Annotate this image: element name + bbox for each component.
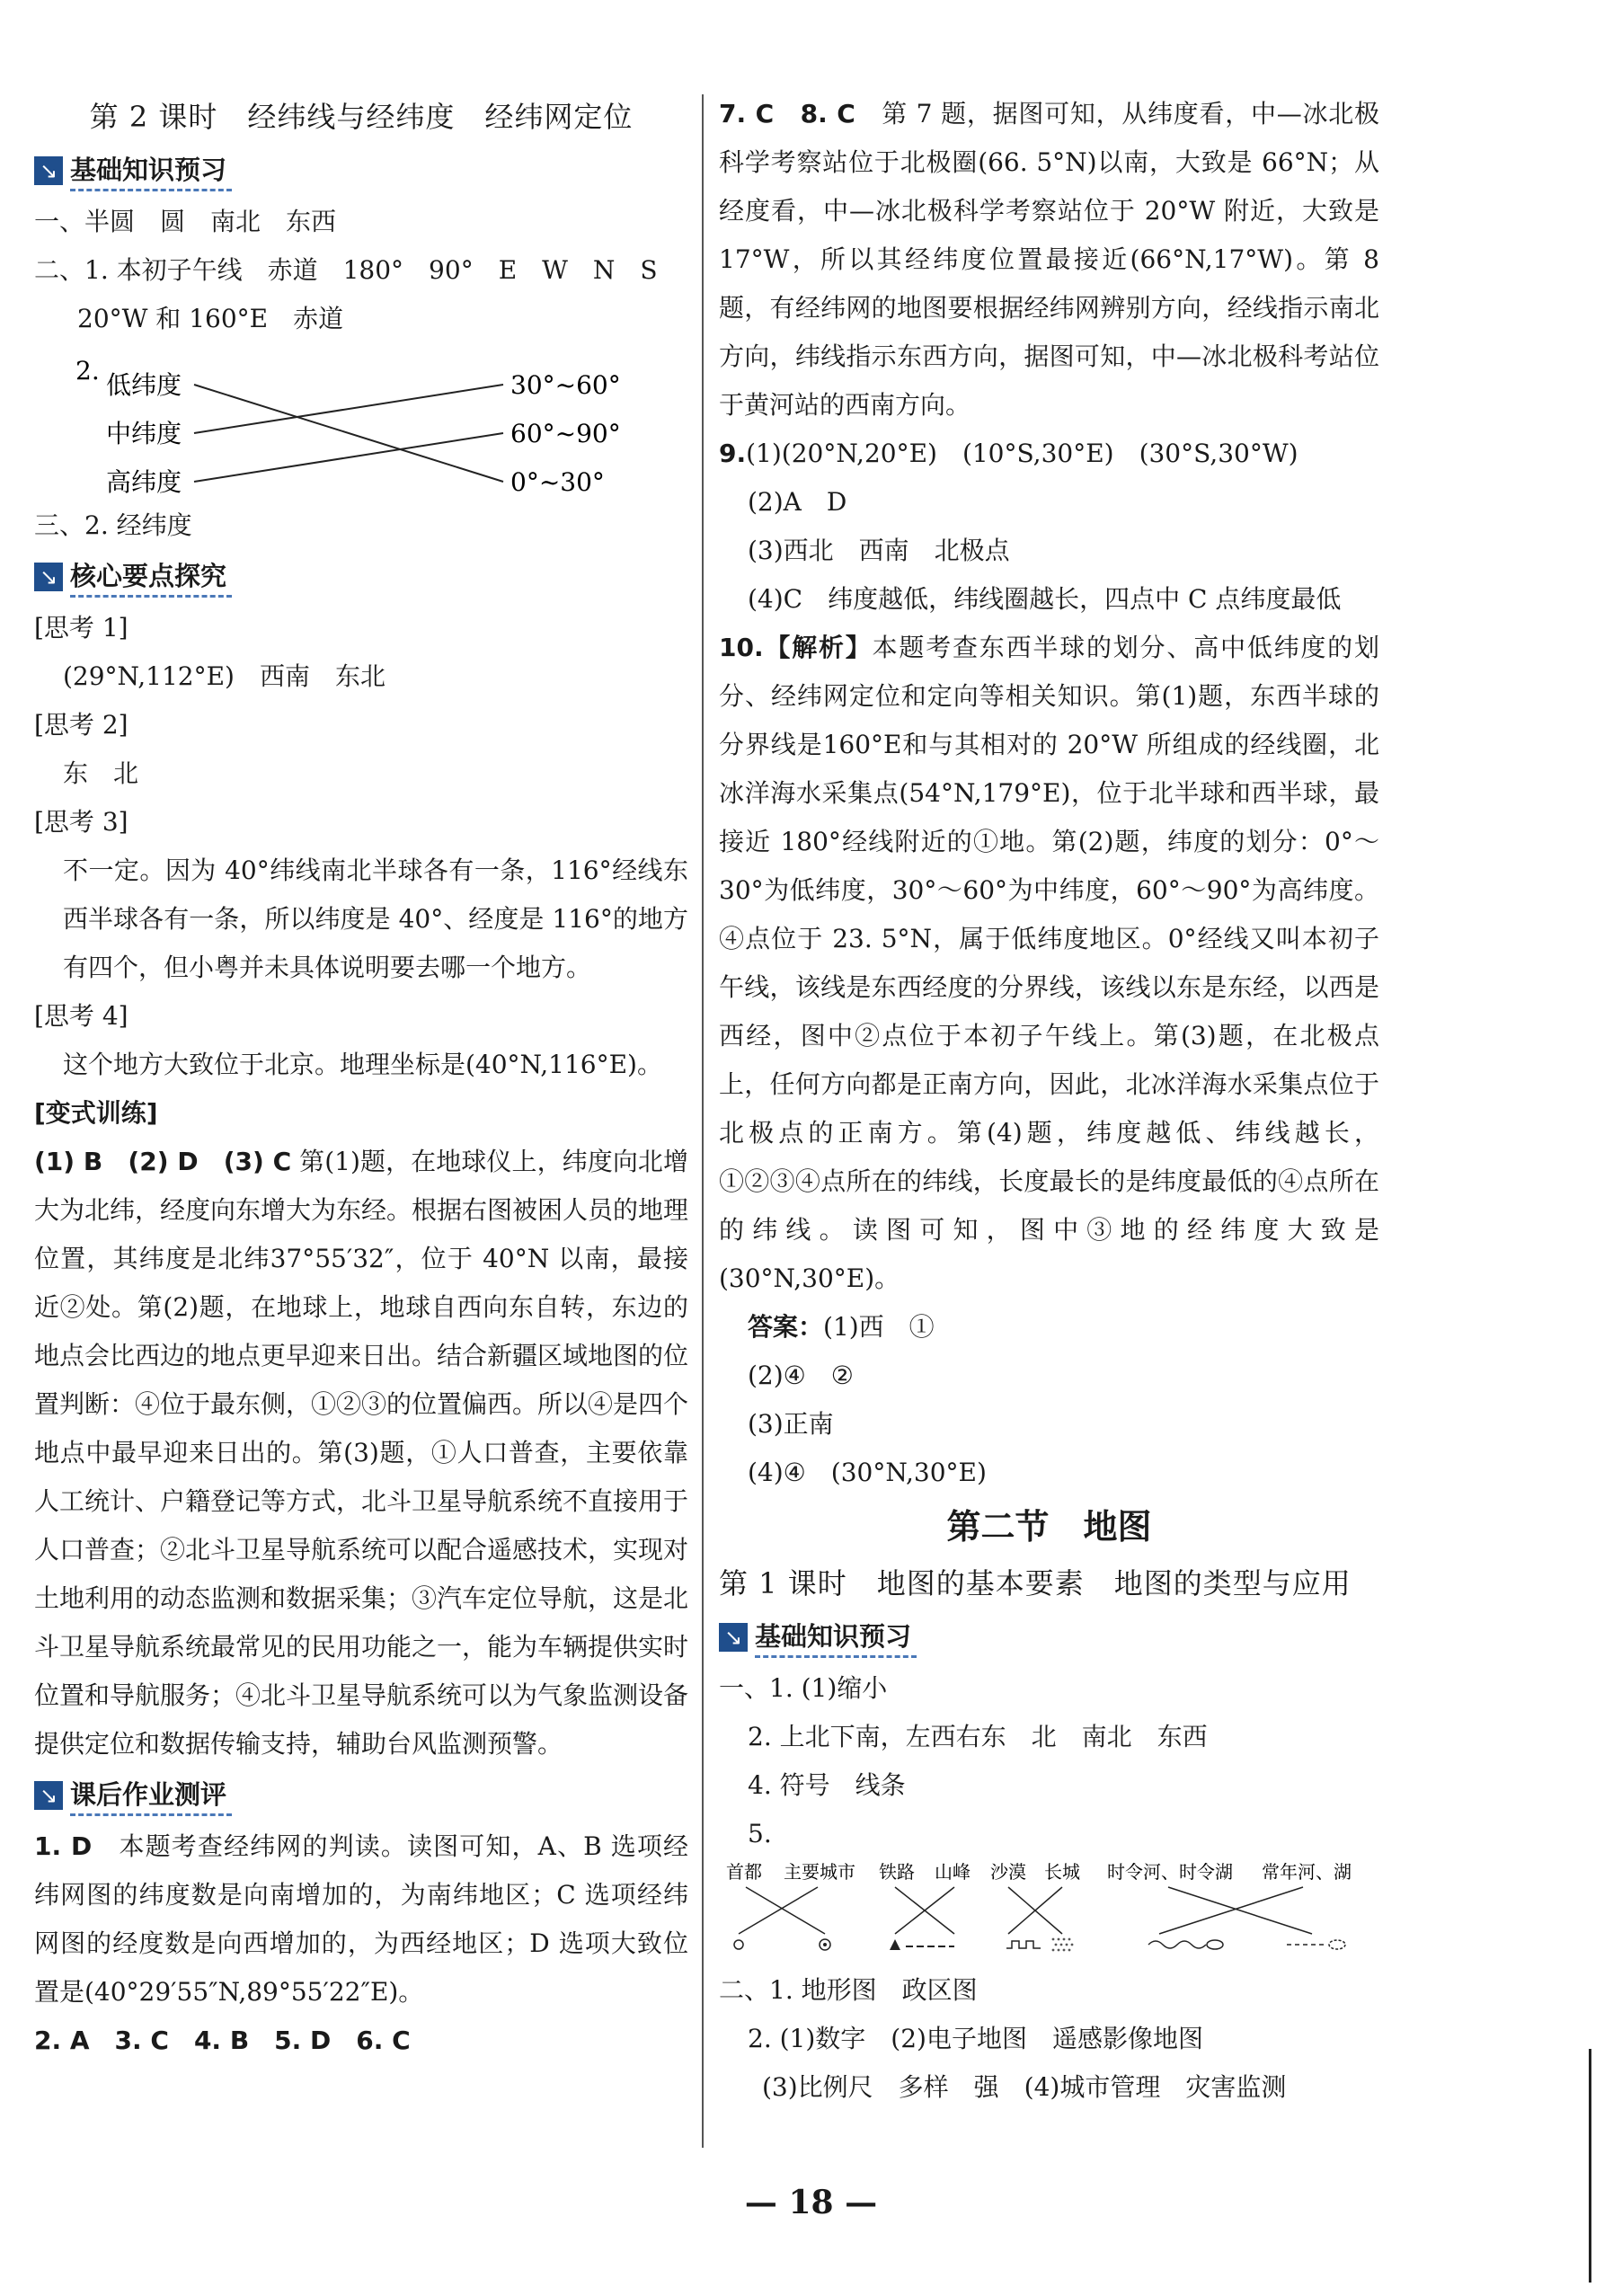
answer-line-4: (4)④ (30°N,30°E) [748, 1458, 987, 1487]
section-title: 第二节 地图 [946, 1507, 1152, 1547]
legend-link-city [739, 1887, 818, 1934]
think-3-answer: 不一定。因为 40°纬线南北半球各有一条，116°经线东西半球各有一条，所以纬度是 40°、经度是 116°的地方有四个，但小粤并未具体说明要去哪一个地方。 [63, 855, 688, 982]
basic2-line-2: 2. 上北下南，左西右东 北 南北 东西 [748, 1722, 1208, 1751]
section-heading-core [34, 554, 688, 600]
q9-number: 9. [719, 439, 747, 468]
page-edge-line [1589, 2049, 1591, 2283]
match-right-1: 60°~90° [510, 419, 621, 448]
q78-text: 第 7 题，据图可知，从纬度看，中—冰北极科学考察站位于北极圈(66. 5°N)以南，大致是 66°N；从经度看，中—冰北极科学考察站位于 20°W 附近，大致是 17°W，所以其经纬度位置最接近(66°N,17°W)。第 8 题，有经纬网的地图要根据经纬网辨别方向，经线指示南北方向，纬线指示东西方向，据图可知，中—冰北极科考站位于黄河站的西南方向。 [719, 99, 1379, 420]
arrow-down-right-icon: ↘ [34, 1781, 63, 1810]
basic-line-4: 三、2. 经纬度 [34, 510, 192, 540]
basic2-line-1: 一、1. (1)缩小 [719, 1673, 888, 1703]
legend-link-perennial [1159, 1887, 1303, 1934]
match-left-2: 高纬度 [106, 467, 182, 497]
question-9-part-2: (2)A D [748, 487, 847, 517]
match-number: 2. [75, 356, 100, 386]
right-column [719, 90, 1379, 2112]
match-left-1: 中纬度 [106, 419, 182, 448]
q10-text: 本题考查东西半球的划分、高中低纬度的划分、经纬网定位和定向等相关知识。第(1)题，东西半球的分界线是160°E和与其相对的 20°W 所组成的经线圈，北冰洋海水采集点(54°N,179°E)，位于北半球和西半球，最接近 180°经线附近的①地。第(2)题，纬度的划分：0°～30°为低纬度，30°～60°为中纬度，60°～90°为高纬度。④点位于 23. 5°N，属于低纬度地区。0°经线又叫本初子午线，该线是东西经度的分界线，该线以东是东经，以西是西经，图中②点位于本初子午线上。第(3)题，在北极点上，任何方向都是正南方向，因此，北冰洋海水采集点位于北极点的正南方。第(4)题，纬度越低、纬线越长，①②③④点所在的纬线，长度最长的是纬度最低的④点所在的纬线。读图可知，图中③地的经纬度大致是(30°N,30°E)。 [719, 633, 1379, 1293]
legend-label-capital: 首都 [726, 1861, 762, 1883]
basic2-line-3: 4. 符号 线条 [748, 1770, 906, 1800]
legend-link-capital [746, 1887, 825, 1934]
lesson-1-title: 第 1 课时 地图的基本要素 地图的类型与应用 [719, 1566, 1352, 1600]
legend-label-perennial-water: 常年河、湖 [1262, 1861, 1352, 1883]
arrow-down-right-icon: ↘ [34, 156, 63, 185]
question-9-part-3: (3)西北 西南 北极点 [748, 536, 1010, 565]
perennial-river-symbol [1148, 1941, 1206, 1948]
arrow-down-right-icon: ↘ [719, 1623, 748, 1652]
column-divider [702, 94, 704, 2148]
basic-line-3: 20°W 和 160°E 赤道 [77, 304, 344, 333]
think-1-label: [思考 1] [34, 613, 129, 643]
great-wall-symbol [1006, 1941, 1041, 1948]
peak-symbol [890, 1939, 900, 1950]
legend-label-great-wall: 长城 [1044, 1861, 1080, 1883]
variant-label: [变式训练] [34, 1098, 158, 1128]
heading-text: 核心要点探究 [70, 556, 232, 598]
legend-label-major-city: 主要城市 [784, 1861, 855, 1883]
lesson-title: 第 2 课时 经纬线与经纬度 经纬网定位 [89, 100, 634, 134]
answer-line-3: (3)正南 [748, 1409, 834, 1439]
perennial-lake-symbol [1207, 1940, 1223, 1949]
section-heading-basic [34, 147, 688, 194]
q78-answers: 7. C 8. C [719, 99, 855, 129]
answer-label: 答案： [748, 1312, 824, 1342]
question-10 [719, 624, 1379, 1303]
think-2-answer: 东 北 [63, 758, 139, 788]
questions-7-8 [719, 90, 1379, 430]
map-symbol-matching [719, 1858, 1379, 1966]
arrow-down-right-icon: ↘ [34, 563, 63, 591]
basic2-line-5: 二、1. 地形图 政区图 [719, 1975, 978, 2005]
basic2-line-7: (3)比例尺 多样 强 (4)城市管理 灾害监测 [762, 2072, 1287, 2102]
match-line-high [194, 433, 503, 482]
legend-label-peak: 山峰 [935, 1861, 971, 1883]
heading-text: 基础知识预习 [755, 1617, 917, 1658]
variant-explanation [34, 1138, 688, 1769]
basic2-line-6: 2. (1)数字 (2)电子地图 遥感影像地图 [748, 2024, 1203, 2053]
think-2-label: [思考 2] [34, 710, 129, 740]
seasonal-lake-symbol [1329, 1940, 1345, 1949]
match-right-0: 30°~60° [510, 370, 621, 400]
think-4-label: [思考 4] [34, 1001, 129, 1031]
think-3-label: [思考 3] [34, 807, 129, 837]
legend-link-seasonal [1168, 1887, 1312, 1934]
left-column [34, 90, 688, 2065]
questions-2-6: 2. A 3. C 4. B 5. D 6. C [34, 2026, 411, 2055]
section-heading-basic-2 [719, 1614, 1379, 1661]
match-right-2: 0°~30° [510, 467, 605, 497]
q1-text: 本题考查经纬网的判读。读图可知，A、B 选项经纬网图的纬度数是向南增加的，为南纬地区；C 选项经纬网图的经度数是向西增加的，为西经地区；D 选项大致位置是(40°29′55″N,89°55′22″E)。 [34, 1831, 688, 2007]
city-symbol [734, 1940, 743, 1949]
section-heading-homework [34, 1772, 688, 1819]
basic-line-2: 二、1. 本初子午线 赤道 180° 90° E W N S [34, 255, 658, 285]
legend-label-seasonal-water: 时令河、时令湖 [1107, 1861, 1233, 1883]
heading-text: 课后作业测评 [70, 1775, 232, 1816]
think-1-answer: (29°N,112°E) 西南 东北 [63, 661, 386, 691]
q10-tag: 【解析】 [763, 633, 873, 662]
basic-line-1: 一、半圆 圆 南北 东西 [34, 207, 337, 236]
latitude-matching-diagram [34, 343, 688, 501]
answer-line-1 [719, 1303, 1379, 1352]
match-line-mid [194, 385, 503, 433]
question-9-part-4: (4)C 纬度越低，纬线圈越长，四点中 C 点纬度最低 [748, 584, 1342, 614]
match-left-0: 低纬度 [106, 370, 182, 400]
answer-1: (1)西 ① [823, 1312, 935, 1342]
q10-number: 10. [719, 633, 764, 662]
q9-1: (1)(20°N,20°E) (10°S,30°E) (30°S,30°W) [746, 439, 1298, 468]
q1-answer: 1. D [34, 1831, 93, 1861]
answer-line-2: (2)④ ② [748, 1361, 854, 1390]
question-1 [34, 1822, 688, 2017]
variant-text: 第(1)题，在地球仪上，纬度向北增大为北纬，经度向东增大为东经。根据右图被困人员的地理位置，其纬度是北纬37°55′32″，位于 40°N 以南，最接近②处。第(2)题，在地球上，地球自西向东自转，东边的地点会比西边的地点更早迎来日出。结合新疆区域地图的位置判断：④位于最东侧，①②③的位置偏西。所以④是四个地点中最早迎来日出的。第(3)题，①人口普查，主要依靠人工统计、户籍登记等方式，北斗卫星导航系统不直接用于人口普查；②北斗卫星导航系统可以配合遥感技术，实现对土地利用的动态监测和数据采集；③汽车定位导航，这是北斗卫星导航系统最常见的民用功能之一，能为车辆提供实时位置和导航服务；④北斗卫星导航系统可以为气象监测设备提供定位和数据传输支持，辅助台风监测预警。 [34, 1147, 689, 1759]
question-9-part-1 [719, 430, 1379, 478]
legend-label-railway: 铁路 [879, 1861, 915, 1883]
match-line-low [194, 385, 503, 482]
legend-label-desert: 沙漠 [990, 1861, 1026, 1883]
heading-text: 基础知识预习 [70, 150, 232, 191]
page-number: — 18 — [744, 2184, 878, 2221]
variant-answers: (1) B (2) D (3) C [34, 1147, 292, 1176]
basic2-line-4: 5. [748, 1819, 772, 1848]
desert-symbol [1052, 1938, 1074, 1952]
think-4-answer: 这个地方大致位于北京。地理坐标是(40°N,116°E)。 [63, 1050, 662, 1079]
